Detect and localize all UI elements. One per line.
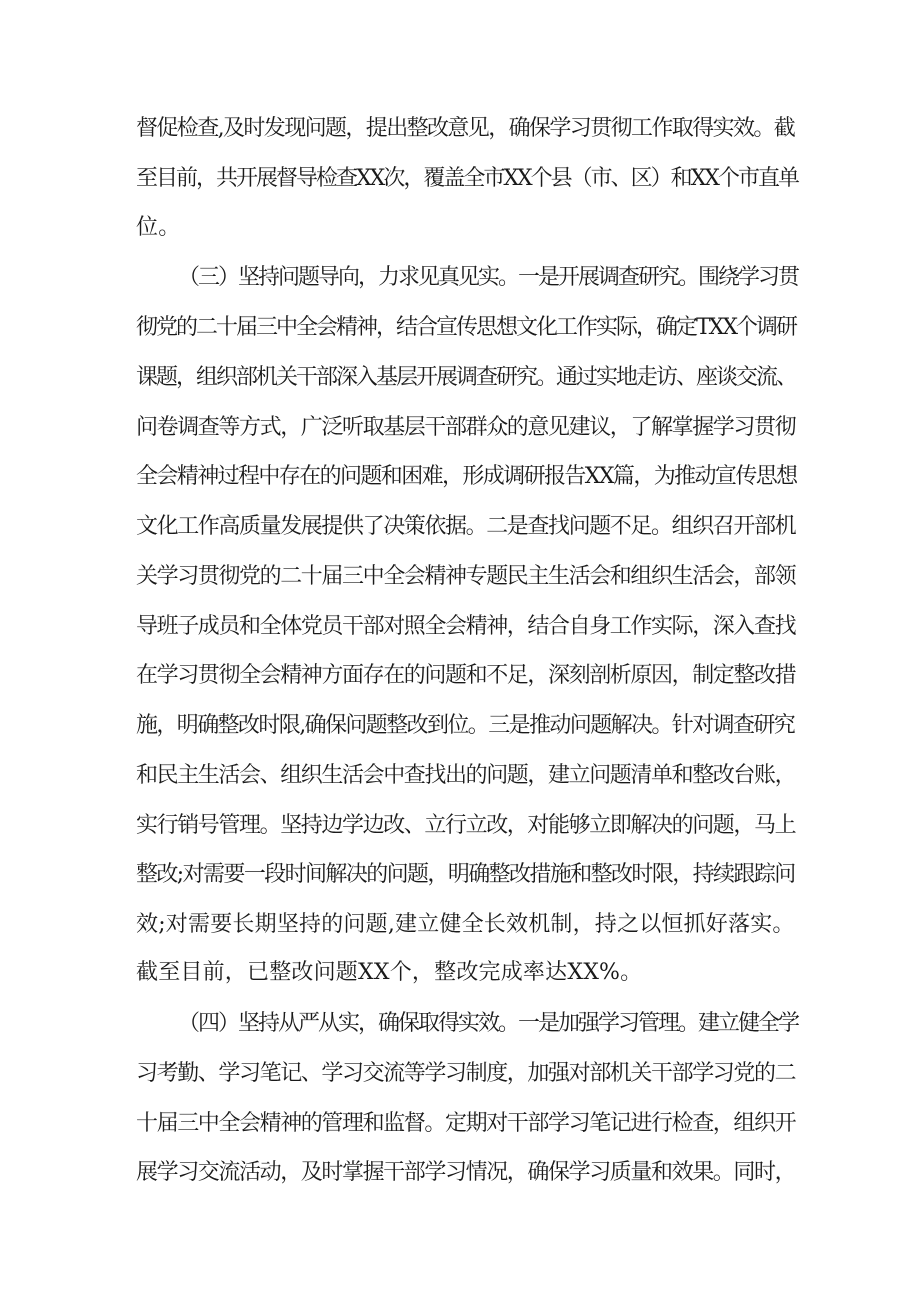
text-line: 在学习贯彻全会精神方面存在的问题和不足，深刻剖析原因，制定整改措 <box>136 663 796 688</box>
text-line: 截至目前，已整改问题XX个，整改完成率达XX%。 <box>136 960 643 985</box>
text-line: 效;对需要长期坚持的问题,建立健全长效机制，持之以恒抓好落实。 <box>136 912 795 937</box>
text-line: 展学习交流活动，及时掌握干部学习情况，确保学习质量和效果。同时， <box>136 1160 796 1185</box>
text-line: 导班子成员和全体党员干部对照全会精神，结合自身工作实际，深入查找 <box>136 614 796 639</box>
text-line: 实行销号管理。坚持边学边改、立行立改，对能够立即解决的问题，马上 <box>136 813 796 838</box>
text-line: 全会精神过程中存在的问题和困难，形成调研报告XX篇，为推动宣传思想 <box>136 464 797 489</box>
text-line: 至目前，共开展督导检查XX次，覆盖全市XX个县（市、区）和XX个市直单 <box>136 166 798 191</box>
text-line: 施，明确整改时限,确保问题整改到位。三是推动问题解决。针对调查研究 <box>136 713 795 738</box>
text-line: 和民主生活会、组织生活会中查找出的问题，建立问题清单和整改台账， <box>136 763 796 788</box>
text-line: 习考勤、学习笔记、学习交流等学习制度，加强对部机关干部学习党的二 <box>136 1061 796 1086</box>
text-line: 十届三中全会精神的管理和监督。定期对干部学习笔记进行检查，组织开 <box>136 1111 796 1136</box>
text-line: 整改;对需要一段时间解决的问题，明确整改措施和整改时限，持续跟踪问 <box>136 862 795 887</box>
paragraph-heading-line: （四）坚持从严从实，确保取得实效。一是加强学习管理。建立健全学 <box>178 1011 799 1036</box>
text-line: 位。 <box>136 215 181 240</box>
text-line: 文化工作高质量发展提供了决策依据。二是查找问题不足。组织召开部机 <box>136 514 796 539</box>
text-line: 督促检查,及时发现问题，提出整改意见，确保学习贯彻工作取得实效。截 <box>136 116 795 141</box>
text-line: 关学习贯彻党的二十届三中全会精神专题民主生活会和组织生活会，部领 <box>136 564 796 589</box>
text-line: 彻党的二十届三中全会精神，结合宣传思想文化工作实际，确定TXX个调研 <box>136 315 797 340</box>
text-line: 课题，组织部机关干部深入基层开展调查研究。通过实地走访、座谈交流、 <box>136 365 797 390</box>
text-line: 问卷调查等方式，广泛听取基层干部群众的意见建议，了解掌握学习贯彻 <box>136 415 796 440</box>
paragraph-heading-line: （三）坚持问题导向，力求见真见实。一是开展调查研究。围绕学习贯 <box>178 265 799 290</box>
